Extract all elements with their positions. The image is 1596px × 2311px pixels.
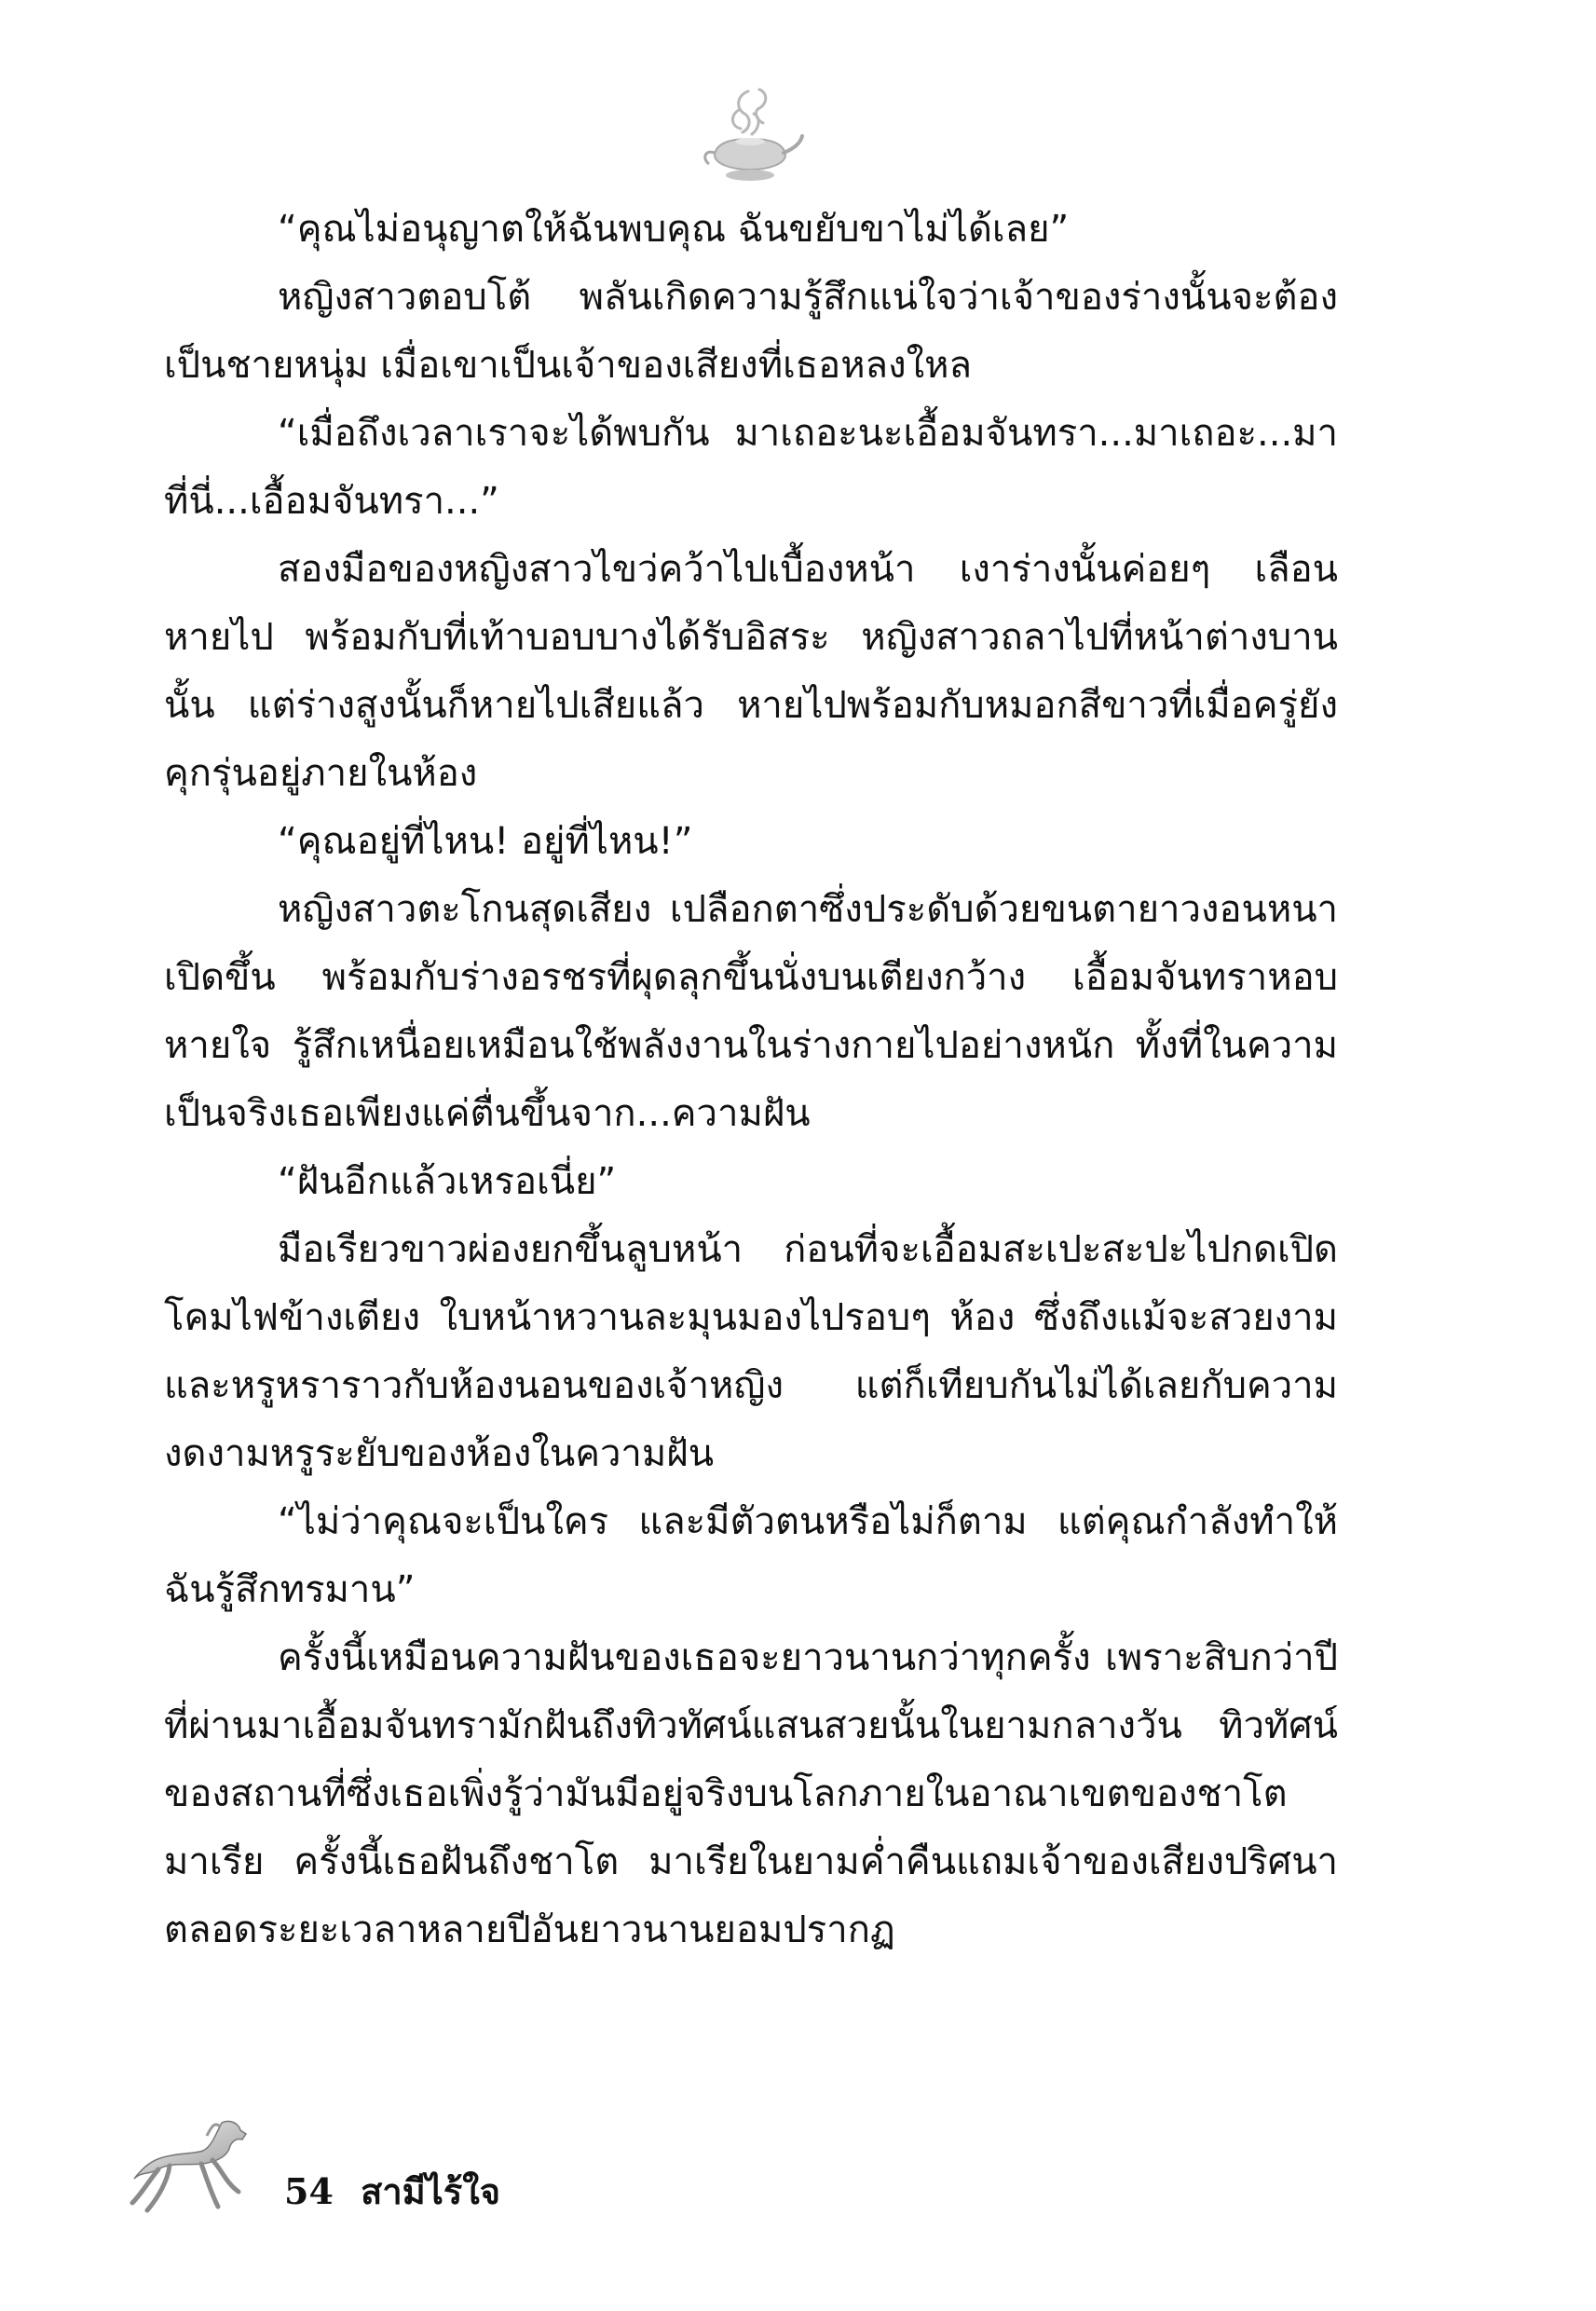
footer-text bbox=[284, 2169, 500, 2214]
paragraph: มือเรียวขาวผ่องยกขึ้นลูบหน้า ก่อนที่จะเอื้อมสะเปะสะปะไปกดเปิดโคมไฟข้างเตียง ใบหน้าหวานละมุนมองไปรอบๆ ห้อง ซึ่งถึงแม้จะสวยงามและหรูหราราวกับห้องนอนของเจ้าหญิง แต่ก็เทียบกันไม่ได้เลยกับความงดงามหรูระยับของห้องในความฝัน bbox=[164, 1228, 1338, 1475]
book-title: สามีไร้ใจ bbox=[361, 2170, 501, 2212]
horse-icon bbox=[121, 2113, 261, 2235]
paragraph: “คุณอยู่ที่ไหน! อยู่ที่ไหน!” bbox=[278, 820, 693, 863]
paragraph: “ไม่ว่าคุณจะเป็นใคร และมีตัวตนหรือไม่ก็ตาม แต่คุณกำลังทำให้ฉันรู้สึกทรมาน” bbox=[164, 1500, 1338, 1611]
genie-lamp-icon bbox=[694, 82, 806, 192]
paragraph: ครั้งนี้เหมือนความฝันของเธอจะยาวนานกว่าทุกครั้ง เพราะสิบกว่าปีที่ผ่านมาเอื้อมจันทรามักฝันถึงทิวทัศน์แสนสวยนั้นในยามกลางวัน ทิวทัศน์ของสถานที่ซึ่งเธอเพิ่งรู้ว่ามันมีอยู่จริงบนโลกภายในอาณาเขตของชาโต มาเรีย ครั้งนี้เธอฝันถึงชาโต มาเรียในยามค่ำคืนแถมเจ้าของเสียงปริศนาตลอดระยะเวลาหลายปีอันยาวนานยอมปรากฏ bbox=[164, 1636, 1338, 1951]
page-number: 54 bbox=[284, 2170, 334, 2212]
story-text bbox=[164, 196, 1338, 1964]
paragraph: หญิงสาวตอบโต้ พลันเกิดความรู้สึกแน่ใจว่าเจ้าของร่างนั้นจะต้องเป็นชายหนุ่ม เมื่อเขาเป็นเจ้าของเสียงที่เธอหลงใหล bbox=[164, 276, 1338, 387]
paragraph: “เมื่อถึงเวลาเราจะได้พบกัน มาเถอะนะเอื้อมจันทรา...มาเถอะ...มาที่นี่...เอื้อมจันทรา...” bbox=[164, 412, 1338, 523]
paragraph: “คุณไม่อนุญาตให้ฉันพบคุณ ฉันขยับขาไม่ได้เลย” bbox=[278, 208, 1070, 251]
paragraph: หญิงสาวตะโกนสุดเสียง เปลือกตาซึ่งประดับด้วยขนตายาวงอนหนาเปิดขึ้น พร้อมกับร่างอรชรที่ผุดลุกขึ้นนั่งบนเตียงกว้าง เอื้อมจันทราหอบหายใจ รู้สึกเหนื่อยเหมือนใช้พลังงานในร่างกายไปอย่างหนัก ทั้งที่ในความเป็นจริงเธอเพียงแค่ตื่นขึ้นจาก...ความฝัน bbox=[164, 888, 1338, 1135]
paragraph: “ฝันอีกแล้วเหรอเนี่ย” bbox=[278, 1160, 617, 1203]
page-footer bbox=[121, 2113, 680, 2235]
paragraph: สองมือของหญิงสาวไขว่คว้าไปเบื้องหน้า เงาร่างนั้นค่อยๆ เลือนหายไป พร้อมกับที่เท้าบอบบางได้รับอิสระ หญิงสาวถลาไปที่หน้าต่างบานนั้น แต่ร่างสูงนั้นก็หายไปเสียแล้ว หายไปพร้อมกับหมอกสีขาวที่เมื่อครู่ยังคุกรุ่นอยู่ภายในห้อง bbox=[164, 548, 1338, 795]
